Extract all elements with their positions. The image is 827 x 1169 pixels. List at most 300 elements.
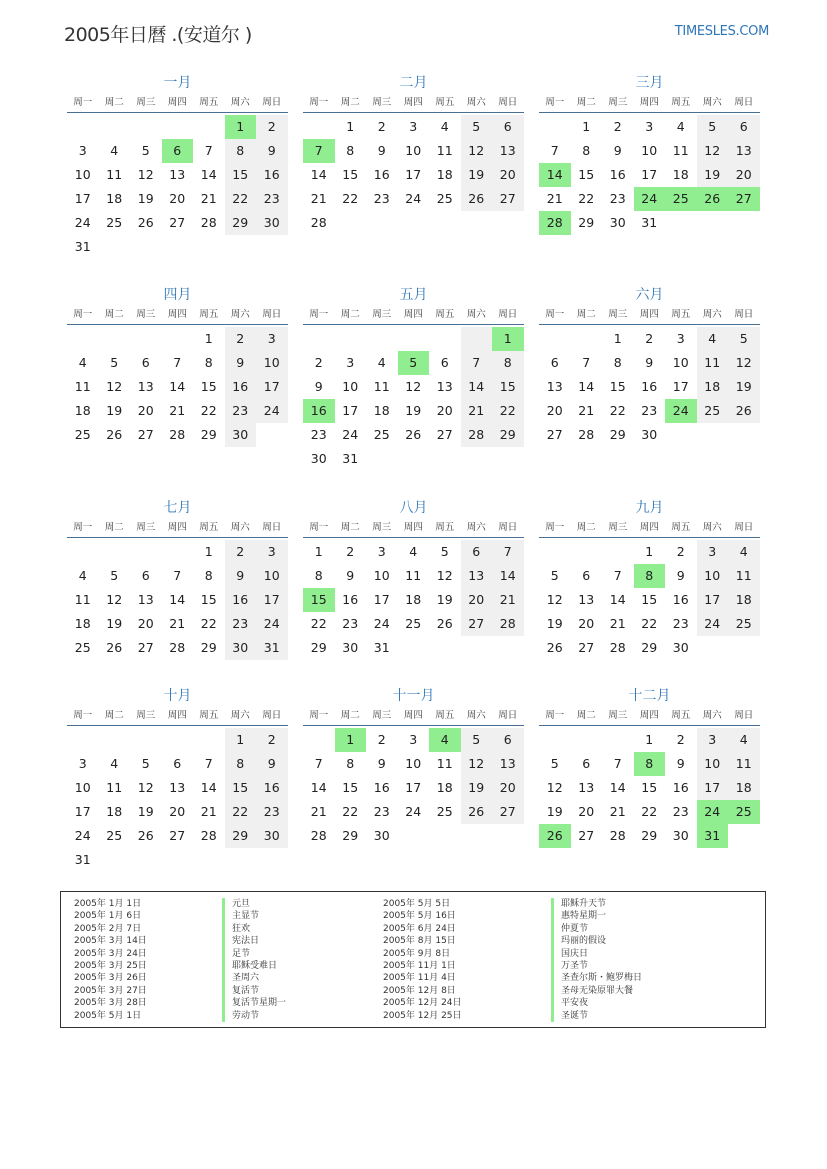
day-cell[interactable]: 10 (74, 780, 91, 795)
day-cell[interactable]: 30 (256, 211, 288, 235)
day-cell[interactable]: 25 (74, 427, 91, 442)
day-cell[interactable]: 19 (106, 616, 123, 631)
day-cell[interactable]: 4 (110, 756, 119, 771)
day-cell[interactable]: 13 (492, 752, 524, 776)
day-cell[interactable]: 16 (609, 167, 626, 182)
day-cell[interactable]: 14 (578, 379, 595, 394)
day-cell[interactable]: 19 (461, 776, 493, 800)
day-cell[interactable]: 23 (342, 616, 359, 631)
day-cell[interactable]: 15 (303, 588, 335, 612)
day-cell[interactable]: 5 (110, 568, 119, 583)
day-cell[interactable]: 1 (204, 331, 213, 346)
day-cell[interactable]: 5 (440, 544, 449, 559)
day-cell[interactable]: 10 (373, 568, 390, 583)
day-cell[interactable]: 29 (310, 640, 327, 655)
day-cell[interactable]: 24 (405, 191, 422, 206)
day-cell[interactable]: 18 (74, 616, 91, 631)
day-cell[interactable]: 11 (405, 568, 422, 583)
day-cell[interactable]: 6 (461, 540, 493, 564)
day-cell[interactable]: 1 (613, 331, 622, 346)
day-cell[interactable]: 28 (461, 423, 493, 447)
day-cell[interactable]: 5 (728, 327, 760, 351)
day-cell[interactable]: 23 (225, 612, 257, 636)
day-cell[interactable]: 27 (578, 640, 595, 655)
day-cell[interactable]: 8 (204, 568, 213, 583)
day-cell[interactable]: 11 (74, 379, 91, 394)
day-cell[interactable]: 18 (436, 780, 453, 795)
day-cell[interactable]: 24 (697, 800, 729, 824)
day-cell[interactable]: 1 (645, 544, 654, 559)
day-cell[interactable]: 13 (461, 564, 493, 588)
day-cell[interactable]: 19 (728, 375, 760, 399)
day-cell[interactable]: 30 (256, 824, 288, 848)
day-cell[interactable]: 10 (256, 564, 288, 588)
day-cell[interactable]: 29 (492, 423, 524, 447)
day-cell[interactable]: 11 (74, 592, 91, 607)
day-cell[interactable]: 5 (550, 756, 559, 771)
day-cell[interactable]: 5 (550, 568, 559, 583)
day-cell[interactable]: 31 (373, 640, 390, 655)
day-cell[interactable]: 29 (578, 215, 595, 230)
day-cell[interactable]: 26 (539, 824, 571, 848)
day-cell[interactable]: 12 (436, 568, 453, 583)
day-cell[interactable]: 17 (405, 780, 422, 795)
day-cell[interactable]: 28 (609, 828, 626, 843)
day-cell[interactable]: 8 (225, 139, 257, 163)
day-cell[interactable]: 10 (74, 167, 91, 182)
day-cell[interactable]: 13 (137, 379, 154, 394)
day-cell[interactable]: 12 (728, 351, 760, 375)
day-cell[interactable]: 13 (546, 379, 563, 394)
day-cell[interactable]: 23 (256, 800, 288, 824)
day-cell[interactable]: 4 (110, 143, 119, 158)
day-cell[interactable]: 13 (436, 379, 453, 394)
day-cell[interactable]: 23 (373, 191, 390, 206)
day-cell[interactable]: 17 (256, 588, 288, 612)
day-cell[interactable]: 14 (609, 592, 626, 607)
day-cell[interactable]: 1 (335, 728, 367, 752)
day-cell[interactable]: 17 (697, 776, 729, 800)
day-cell[interactable]: 22 (342, 191, 359, 206)
day-cell[interactable]: 21 (169, 616, 186, 631)
day-cell[interactable]: 9 (346, 568, 355, 583)
day-cell[interactable]: 11 (436, 756, 453, 771)
day-cell[interactable]: 15 (492, 375, 524, 399)
day-cell[interactable]: 14 (492, 564, 524, 588)
day-cell[interactable]: 16 (672, 780, 689, 795)
day-cell[interactable]: 9 (225, 564, 257, 588)
day-cell[interactable]: 31 (641, 215, 658, 230)
day-cell[interactable]: 3 (78, 143, 87, 158)
day-cell[interactable]: 11 (728, 752, 760, 776)
day-cell[interactable]: 17 (373, 592, 390, 607)
day-cell[interactable]: 8 (582, 143, 591, 158)
brand-link[interactable]: TIMESLES.COM (674, 24, 769, 39)
day-cell[interactable]: 16 (256, 776, 288, 800)
day-cell[interactable]: 21 (169, 403, 186, 418)
day-cell[interactable]: 6 (173, 756, 182, 771)
day-cell[interactable]: 5 (141, 756, 150, 771)
day-cell[interactable]: 30 (672, 640, 689, 655)
day-cell[interactable]: 28 (310, 828, 327, 843)
day-cell[interactable]: 21 (200, 191, 217, 206)
day-cell[interactable]: 19 (546, 616, 563, 631)
day-cell[interactable]: 18 (728, 588, 760, 612)
day-cell[interactable]: 16 (256, 163, 288, 187)
day-cell[interactable]: 2 (377, 732, 386, 747)
day-cell[interactable]: 22 (492, 399, 524, 423)
day-cell[interactable]: 26 (461, 800, 493, 824)
day-cell[interactable]: 12 (461, 752, 493, 776)
day-cell[interactable]: 31 (697, 824, 729, 848)
day-cell[interactable]: 6 (141, 568, 150, 583)
day-cell[interactable]: 11 (697, 351, 729, 375)
day-cell[interactable]: 28 (200, 215, 217, 230)
day-cell[interactable]: 28 (310, 215, 327, 230)
day-cell[interactable]: 14 (539, 163, 571, 187)
day-cell[interactable]: 11 (436, 143, 453, 158)
day-cell[interactable]: 20 (546, 403, 563, 418)
day-cell[interactable]: 27 (492, 187, 524, 211)
day-cell[interactable]: 4 (429, 728, 461, 752)
day-cell[interactable]: 2 (225, 327, 257, 351)
day-cell[interactable]: 2 (676, 544, 685, 559)
day-cell[interactable]: 20 (461, 588, 493, 612)
day-cell[interactable]: 31 (74, 239, 91, 254)
day-cell[interactable]: 2 (314, 355, 323, 370)
day-cell[interactable]: 1 (225, 728, 257, 752)
day-cell[interactable]: 12 (137, 167, 154, 182)
day-cell[interactable]: 8 (314, 568, 323, 583)
day-cell[interactable]: 18 (373, 403, 390, 418)
day-cell[interactable]: 17 (74, 191, 91, 206)
day-cell[interactable]: 7 (492, 540, 524, 564)
day-cell[interactable]: 25 (697, 399, 729, 423)
day-cell[interactable]: 4 (728, 728, 760, 752)
day-cell[interactable]: 7 (613, 756, 622, 771)
day-cell[interactable]: 26 (405, 427, 422, 442)
day-cell[interactable]: 27 (461, 612, 493, 636)
day-cell[interactable]: 2 (256, 115, 288, 139)
day-cell[interactable]: 19 (436, 592, 453, 607)
day-cell[interactable]: 8 (346, 756, 355, 771)
day-cell[interactable]: 30 (672, 828, 689, 843)
day-cell[interactable]: 10 (672, 355, 689, 370)
day-cell[interactable]: 3 (346, 355, 355, 370)
day-cell[interactable]: 21 (578, 403, 595, 418)
day-cell[interactable]: 19 (461, 163, 493, 187)
day-cell[interactable]: 12 (461, 139, 493, 163)
day-cell[interactable]: 4 (697, 327, 729, 351)
day-cell[interactable]: 23 (310, 427, 327, 442)
day-cell[interactable]: 3 (645, 119, 654, 134)
day-cell[interactable]: 29 (641, 640, 658, 655)
day-cell[interactable]: 5 (461, 728, 493, 752)
day-cell[interactable]: 22 (578, 191, 595, 206)
day-cell[interactable]: 27 (728, 187, 760, 211)
day-cell[interactable]: 25 (106, 828, 123, 843)
day-cell[interactable]: 21 (310, 804, 327, 819)
day-cell[interactable]: 28 (169, 427, 186, 442)
day-cell[interactable]: 13 (137, 592, 154, 607)
day-cell[interactable]: 22 (200, 403, 217, 418)
day-cell[interactable]: 24 (634, 187, 666, 211)
day-cell[interactable]: 25 (436, 804, 453, 819)
day-cell[interactable]: 9 (314, 379, 323, 394)
day-cell[interactable]: 1 (225, 115, 257, 139)
day-cell[interactable]: 18 (106, 191, 123, 206)
day-cell[interactable]: 9 (676, 568, 685, 583)
day-cell[interactable]: 24 (405, 804, 422, 819)
day-cell[interactable]: 21 (492, 588, 524, 612)
day-cell[interactable]: 3 (697, 728, 729, 752)
day-cell[interactable]: 27 (169, 215, 186, 230)
day-cell[interactable]: 29 (225, 211, 257, 235)
day-cell[interactable]: 6 (582, 756, 591, 771)
day-cell[interactable]: 12 (405, 379, 422, 394)
day-cell[interactable]: 1 (346, 119, 355, 134)
day-cell[interactable]: 3 (409, 119, 418, 134)
day-cell[interactable]: 24 (256, 399, 288, 423)
day-cell[interactable]: 16 (225, 588, 257, 612)
day-cell[interactable]: 21 (609, 616, 626, 631)
day-cell[interactable]: 9 (676, 756, 685, 771)
day-cell[interactable]: 10 (342, 379, 359, 394)
day-cell[interactable]: 13 (728, 139, 760, 163)
day-cell[interactable]: 25 (373, 427, 390, 442)
day-cell[interactable]: 9 (256, 752, 288, 776)
day-cell[interactable]: 20 (492, 163, 524, 187)
day-cell[interactable]: 26 (728, 399, 760, 423)
day-cell[interactable]: 3 (78, 756, 87, 771)
day-cell[interactable]: 15 (200, 592, 217, 607)
day-cell[interactable]: 25 (74, 640, 91, 655)
day-cell[interactable]: 8 (634, 752, 666, 776)
day-cell[interactable]: 1 (582, 119, 591, 134)
day-cell[interactable]: 23 (641, 403, 658, 418)
day-cell[interactable]: 28 (539, 211, 571, 235)
day-cell[interactable]: 5 (697, 115, 729, 139)
day-cell[interactable]: 2 (225, 540, 257, 564)
day-cell[interactable]: 8 (492, 351, 524, 375)
day-cell[interactable]: 3 (676, 331, 685, 346)
day-cell[interactable]: 17 (74, 804, 91, 819)
day-cell[interactable]: 11 (106, 167, 123, 182)
day-cell[interactable]: 23 (373, 804, 390, 819)
day-cell[interactable]: 8 (204, 355, 213, 370)
day-cell[interactable]: 8 (613, 355, 622, 370)
day-cell[interactable]: 10 (697, 752, 729, 776)
day-cell[interactable]: 19 (405, 403, 422, 418)
day-cell[interactable]: 6 (162, 139, 194, 163)
day-cell[interactable]: 3 (697, 540, 729, 564)
day-cell[interactable]: 21 (461, 399, 493, 423)
day-cell[interactable]: 12 (697, 139, 729, 163)
day-cell[interactable]: 26 (106, 427, 123, 442)
day-cell[interactable]: 7 (303, 139, 335, 163)
day-cell[interactable]: 20 (492, 776, 524, 800)
day-cell[interactable]: 11 (728, 564, 760, 588)
day-cell[interactable]: 18 (436, 167, 453, 182)
day-cell[interactable]: 28 (200, 828, 217, 843)
day-cell[interactable]: 30 (373, 828, 390, 843)
day-cell[interactable]: 14 (461, 375, 493, 399)
day-cell[interactable]: 12 (106, 592, 123, 607)
day-cell[interactable]: 19 (137, 804, 154, 819)
day-cell[interactable]: 10 (405, 756, 422, 771)
day-cell[interactable]: 17 (342, 403, 359, 418)
day-cell[interactable]: 15 (609, 379, 626, 394)
day-cell[interactable]: 4 (78, 568, 87, 583)
day-cell[interactable]: 3 (377, 544, 386, 559)
day-cell[interactable]: 26 (436, 616, 453, 631)
day-cell[interactable]: 26 (137, 215, 154, 230)
day-cell[interactable]: 4 (377, 355, 386, 370)
day-cell[interactable]: 20 (436, 403, 453, 418)
day-cell[interactable]: 24 (665, 399, 697, 423)
day-cell[interactable]: 2 (613, 119, 622, 134)
day-cell[interactable]: 19 (697, 163, 729, 187)
day-cell[interactable]: 19 (106, 403, 123, 418)
day-cell[interactable]: 15 (578, 167, 595, 182)
day-cell[interactable]: 29 (200, 427, 217, 442)
day-cell[interactable]: 7 (461, 351, 493, 375)
day-cell[interactable]: 18 (697, 375, 729, 399)
day-cell[interactable]: 6 (492, 728, 524, 752)
day-cell[interactable]: 23 (609, 191, 626, 206)
day-cell[interactable]: 16 (373, 167, 390, 182)
day-cell[interactable]: 14 (169, 592, 186, 607)
day-cell[interactable]: 29 (342, 828, 359, 843)
day-cell[interactable]: 25 (728, 612, 760, 636)
day-cell[interactable]: 27 (578, 828, 595, 843)
day-cell[interactable]: 7 (550, 143, 559, 158)
day-cell[interactable]: 7 (613, 568, 622, 583)
day-cell[interactable]: 4 (409, 544, 418, 559)
day-cell[interactable]: 30 (225, 423, 257, 447)
day-cell[interactable]: 18 (74, 403, 91, 418)
day-cell[interactable]: 14 (310, 780, 327, 795)
day-cell[interactable]: 16 (225, 375, 257, 399)
day-cell[interactable]: 20 (578, 616, 595, 631)
day-cell[interactable]: 18 (728, 776, 760, 800)
day-cell[interactable]: 13 (169, 780, 186, 795)
day-cell[interactable]: 24 (342, 427, 359, 442)
day-cell[interactable]: 10 (697, 564, 729, 588)
day-cell[interactable]: 9 (256, 139, 288, 163)
day-cell[interactable]: 6 (440, 355, 449, 370)
day-cell[interactable]: 25 (665, 187, 697, 211)
day-cell[interactable]: 21 (609, 804, 626, 819)
day-cell[interactable]: 26 (697, 187, 729, 211)
day-cell[interactable]: 22 (310, 616, 327, 631)
day-cell[interactable]: 29 (200, 640, 217, 655)
day-cell[interactable]: 9 (225, 351, 257, 375)
day-cell[interactable]: 3 (409, 732, 418, 747)
day-cell[interactable]: 13 (578, 780, 595, 795)
day-cell[interactable]: 7 (582, 355, 591, 370)
day-cell[interactable]: 14 (200, 780, 217, 795)
day-cell[interactable]: 16 (342, 592, 359, 607)
day-cell[interactable]: 16 (641, 379, 658, 394)
day-cell[interactable]: 31 (342, 451, 359, 466)
day-cell[interactable]: 26 (106, 640, 123, 655)
day-cell[interactable]: 3 (256, 540, 288, 564)
day-cell[interactable]: 4 (440, 119, 449, 134)
day-cell[interactable]: 12 (546, 592, 563, 607)
day-cell[interactable]: 5 (398, 351, 430, 375)
day-cell[interactable]: 19 (546, 804, 563, 819)
day-cell[interactable]: 20 (137, 616, 154, 631)
day-cell[interactable]: 24 (74, 215, 91, 230)
day-cell[interactable]: 30 (609, 215, 626, 230)
day-cell[interactable]: 1 (204, 544, 213, 559)
day-cell[interactable]: 27 (492, 800, 524, 824)
day-cell[interactable]: 27 (137, 640, 154, 655)
day-cell[interactable]: 31 (74, 852, 91, 867)
day-cell[interactable]: 2 (676, 732, 685, 747)
day-cell[interactable]: 27 (546, 427, 563, 442)
day-cell[interactable]: 27 (436, 427, 453, 442)
day-cell[interactable]: 9 (613, 143, 622, 158)
day-cell[interactable]: 10 (641, 143, 658, 158)
day-cell[interactable]: 15 (225, 163, 257, 187)
day-cell[interactable]: 16 (373, 780, 390, 795)
day-cell[interactable]: 29 (641, 828, 658, 843)
day-cell[interactable]: 8 (225, 752, 257, 776)
day-cell[interactable]: 24 (697, 612, 729, 636)
day-cell[interactable]: 26 (461, 187, 493, 211)
day-cell[interactable]: 15 (225, 776, 257, 800)
day-cell[interactable]: 12 (106, 379, 123, 394)
day-cell[interactable]: 7 (204, 756, 213, 771)
day-cell[interactable]: 21 (200, 804, 217, 819)
day-cell[interactable]: 12 (546, 780, 563, 795)
day-cell[interactable]: 5 (141, 143, 150, 158)
day-cell[interactable]: 9 (377, 143, 386, 158)
day-cell[interactable]: 7 (204, 143, 213, 158)
day-cell[interactable]: 6 (492, 115, 524, 139)
day-cell[interactable]: 14 (200, 167, 217, 182)
day-cell[interactable]: 2 (346, 544, 355, 559)
day-cell[interactable]: 20 (169, 804, 186, 819)
day-cell[interactable]: 11 (106, 780, 123, 795)
day-cell[interactable]: 23 (225, 399, 257, 423)
day-cell[interactable]: 24 (373, 616, 390, 631)
day-cell[interactable]: 20 (169, 191, 186, 206)
day-cell[interactable]: 22 (225, 187, 257, 211)
day-cell[interactable]: 13 (492, 139, 524, 163)
day-cell[interactable]: 4 (78, 355, 87, 370)
day-cell[interactable]: 17 (405, 167, 422, 182)
day-cell[interactable]: 15 (641, 592, 658, 607)
day-cell[interactable]: 9 (377, 756, 386, 771)
day-cell[interactable]: 1 (492, 327, 524, 351)
day-cell[interactable]: 25 (728, 800, 760, 824)
day-cell[interactable]: 10 (256, 351, 288, 375)
day-cell[interactable]: 31 (256, 636, 288, 660)
day-cell[interactable]: 14 (609, 780, 626, 795)
day-cell[interactable]: 1 (645, 732, 654, 747)
day-cell[interactable]: 28 (492, 612, 524, 636)
day-cell[interactable]: 22 (641, 804, 658, 819)
day-cell[interactable]: 23 (672, 804, 689, 819)
day-cell[interactable]: 21 (546, 191, 563, 206)
day-cell[interactable]: 25 (405, 616, 422, 631)
day-cell[interactable]: 8 (346, 143, 355, 158)
day-cell[interactable]: 4 (676, 119, 685, 134)
day-cell[interactable]: 6 (582, 568, 591, 583)
